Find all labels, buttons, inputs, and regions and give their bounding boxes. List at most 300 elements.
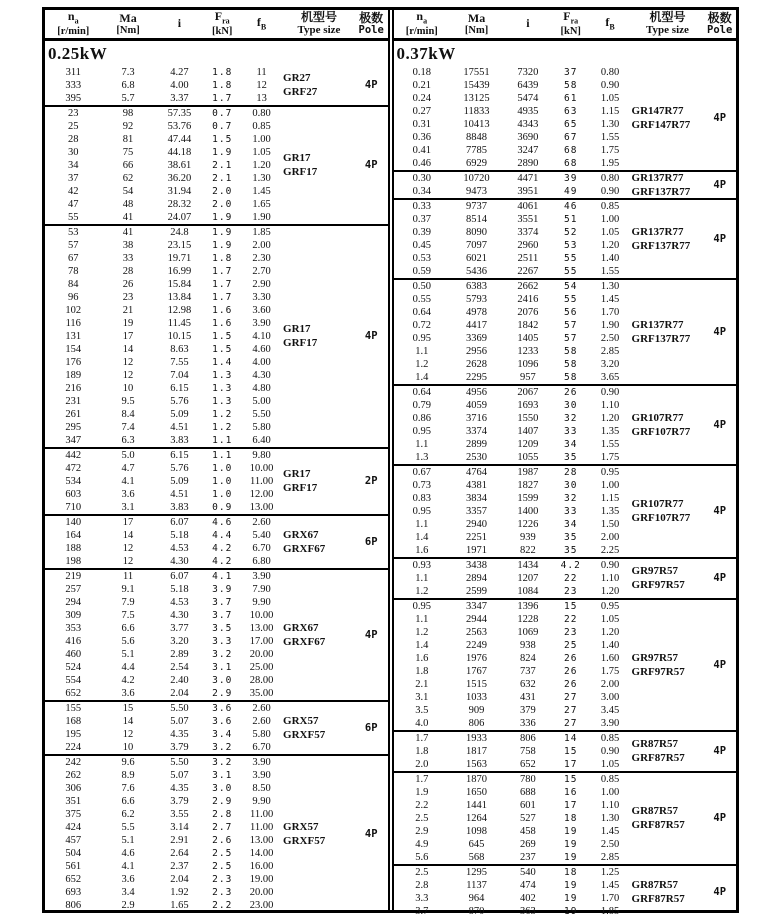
cell-speed: 140 (65, 516, 82, 528)
type-size-line: GRXF57 (283, 834, 326, 847)
cell-pole-spacer (355, 252, 388, 265)
cell-radial-force: 2.2 (212, 899, 233, 911)
cell-speed: 0.30 (412, 172, 431, 184)
table-row (394, 613, 737, 626)
cell-ratio: 363 (520, 905, 536, 917)
table-row (45, 648, 388, 661)
type-size-line: GRX57 (283, 714, 319, 727)
cell-service-factor: 1.00 (252, 133, 271, 145)
table-row (45, 252, 388, 265)
table-row (394, 600, 737, 613)
cell-type-spacer (632, 717, 704, 730)
table-row (394, 531, 737, 544)
cell-torque: 9737 (466, 200, 488, 212)
cell-type-spacer (632, 252, 704, 265)
table-row (394, 79, 737, 92)
cell-radial-force: 2.6 (212, 834, 233, 846)
cell-radial-force: 32 (563, 412, 578, 424)
cell-speed: 652 (65, 873, 82, 885)
cell-service-factor: 0.80 (600, 172, 620, 184)
cell-torque: 5.7 (121, 92, 135, 104)
cell-radial-force: 1.9 (212, 239, 233, 251)
cell-radial-force: 14 (563, 732, 578, 744)
cell-pole-spacer (355, 661, 388, 674)
cell-pole-spacer (703, 293, 736, 306)
cell-service-factor: 1.05 (600, 92, 620, 104)
cell-radial-force: 4.2 (212, 542, 233, 554)
table-row (45, 596, 388, 609)
cell-type-spacer (632, 704, 704, 717)
cell-torque: 4417 (466, 319, 488, 331)
cell-type-spacer (283, 596, 355, 609)
cell-service-factor: 3.90 (600, 717, 620, 729)
gear-block (394, 866, 737, 918)
cell-torque: 54 (122, 185, 134, 197)
cell-service-factor: 4.30 (252, 369, 271, 381)
cell-radial-force: 1.9 (212, 211, 233, 223)
cell-speed: 561 (65, 860, 82, 872)
type-size-label (283, 714, 355, 742)
cell-service-factor: 3.60 (252, 304, 271, 316)
cell-radial-force: 1.5 (212, 330, 233, 342)
cell-pole-spacer (703, 66, 736, 79)
type-size-label (632, 564, 704, 592)
cell-speed: 0.86 (412, 412, 431, 424)
cell-pole-spacer (355, 488, 388, 501)
cell-service-factor: 1.75 (600, 144, 620, 156)
cell-ratio: 1226 (517, 518, 539, 530)
cell-radial-force: 23 (563, 626, 578, 638)
gear-block (394, 66, 737, 172)
cell-speed: 1.1 (415, 613, 429, 625)
header-service-factor: $f_B$ (605, 14, 615, 32)
type-size-line: GR137R77 (631, 171, 684, 184)
type-size-line: GRF17 (283, 337, 318, 350)
table-row (45, 107, 388, 120)
cell-ratio: 601 (520, 799, 536, 811)
cell-pole-spacer (355, 555, 388, 568)
cell-speed: 652 (65, 687, 82, 699)
cell-speed: 2.8 (415, 879, 429, 891)
cell-service-factor: 1.70 (600, 306, 620, 318)
type-size-label (632, 737, 704, 765)
table-row (394, 704, 737, 717)
cell-ratio: 5.76 (170, 395, 189, 407)
cell-ratio: 1.92 (170, 886, 189, 898)
cell-pole-spacer (355, 516, 388, 529)
cell-torque: 4.1 (121, 860, 135, 872)
cell-radial-force: 28 (563, 466, 578, 478)
cell-pole-spacer (703, 92, 736, 105)
cell-service-factor: 5.40 (252, 529, 271, 541)
pole-label: 4P (364, 159, 378, 172)
cell-torque: 10 (122, 741, 134, 753)
cell-ratio: 24.8 (170, 226, 189, 238)
cell-radial-force: 55 (563, 293, 578, 305)
cell-service-factor: 11 (256, 66, 267, 78)
pole-label: 4P (364, 628, 378, 641)
cell-service-factor: 0.85 (600, 200, 620, 212)
cell-service-factor: 17.00 (249, 635, 274, 647)
cell-service-factor: 0.90 (600, 745, 620, 757)
table-row (394, 345, 737, 358)
cell-torque: 1295 (466, 866, 488, 878)
cell-ratio: 2416 (517, 293, 539, 305)
cell-type-spacer (283, 226, 355, 239)
cell-type-spacer (283, 886, 355, 899)
table-row (394, 717, 737, 730)
cell-ratio: 38.61 (167, 159, 192, 171)
cell-radial-force: 19 (563, 879, 578, 891)
gear-block (394, 466, 737, 559)
cell-speed: 57 (68, 239, 79, 251)
cell-radial-force: 3.7 (212, 596, 233, 608)
cell-service-factor: 3.20 (600, 358, 620, 370)
table-row (45, 756, 388, 769)
cell-radial-force: 1.3 (212, 369, 233, 381)
type-size-label (632, 318, 704, 346)
cell-radial-force: 39 (563, 172, 578, 184)
cell-speed: 216 (65, 382, 82, 394)
cell-type-spacer (283, 449, 355, 462)
cell-type-spacer (283, 107, 355, 120)
cell-service-factor: 1.35 (600, 505, 620, 517)
cell-radial-force: 1.0 (212, 475, 233, 487)
cell-service-factor: 6.80 (252, 555, 271, 567)
cell-ratio: 632 (520, 678, 536, 690)
cell-type-spacer (283, 356, 355, 369)
cell-torque: 12 (122, 356, 134, 368)
cell-pole-spacer (703, 492, 736, 505)
cell-ratio: 1987 (517, 466, 539, 478)
cell-speed: 1.6 (415, 544, 429, 556)
cell-torque: 14 (122, 343, 134, 355)
table-row (394, 851, 737, 864)
cell-type-spacer (632, 786, 704, 799)
table-row (394, 773, 737, 786)
cell-speed: 47 (68, 198, 79, 210)
cell-service-factor: 20.00 (249, 886, 274, 898)
cell-radial-force: 2.0 (212, 185, 233, 197)
cell-service-factor: 4.60 (252, 343, 271, 355)
cell-service-factor: 1.05 (600, 226, 620, 238)
cell-type-spacer (283, 756, 355, 769)
cell-ratio: 1407 (517, 425, 539, 437)
cell-speed: 0.55 (412, 293, 431, 305)
cell-ratio: 5.50 (170, 702, 189, 714)
cell-service-factor: 0.90 (600, 185, 620, 197)
cell-radial-force: 3.2 (212, 648, 233, 660)
cell-pole-spacer (355, 369, 388, 382)
cell-ratio: 758 (520, 745, 536, 757)
cell-ratio: 1233 (517, 345, 539, 357)
cell-speed: 0.83 (412, 492, 431, 504)
pole-label: 6P (364, 535, 378, 548)
header-radial-force: $F_{ra}$ [kN] (212, 9, 233, 38)
cell-ratio: 2.40 (170, 674, 189, 686)
cell-torque: 870 (468, 905, 485, 917)
cell-radial-force: 1.7 (212, 92, 233, 104)
type-size-label (632, 651, 704, 679)
cell-ratio: 7320 (517, 66, 539, 78)
cell-pole-spacer (703, 678, 736, 691)
cell-type-spacer (283, 198, 355, 211)
section-title-037kw: 0.37kW (396, 43, 456, 63)
cell-pole-spacer (355, 687, 388, 700)
cell-speed: 1.9 (415, 786, 429, 798)
cell-torque: 8.4 (121, 408, 135, 420)
cell-speed: 0.95 (412, 600, 431, 612)
cell-type-spacer (283, 408, 355, 421)
cell-speed: 0.67 (412, 466, 431, 478)
cell-speed: 1.8 (415, 665, 429, 677)
table-row (45, 769, 388, 782)
gear-block (394, 732, 737, 773)
cell-speed: 442 (65, 449, 82, 461)
cell-speed: 0.33 (412, 200, 431, 212)
cell-radial-force: 18 (563, 866, 578, 878)
cell-speed: 78 (68, 265, 79, 277)
cell-ratio: 4935 (517, 105, 539, 117)
cell-torque: 6.2 (121, 808, 135, 820)
table-row (394, 66, 737, 79)
cell-service-factor: 1.20 (600, 412, 620, 424)
cell-type-spacer (283, 687, 355, 700)
cell-torque: 14 (122, 715, 134, 727)
cell-ratio: 4.53 (170, 596, 189, 608)
cell-torque: 8514 (466, 213, 488, 225)
cell-speed: 1.3 (415, 451, 429, 463)
cell-radial-force: 17 (563, 799, 578, 811)
cell-radial-force: 1.0 (212, 488, 233, 500)
table-row (394, 479, 737, 492)
table-row (394, 466, 737, 479)
cell-radial-force: 35 (563, 451, 578, 463)
cell-torque: 568 (468, 851, 485, 863)
cell-speed: 424 (65, 821, 82, 833)
gear-block (394, 386, 737, 466)
cell-torque: 2251 (466, 531, 488, 543)
cell-speed: 0.36 (412, 131, 431, 143)
cell-torque: 7.5 (121, 609, 135, 621)
cell-ratio: 3374 (517, 226, 539, 238)
cell-radial-force: 57 (563, 319, 578, 331)
cell-pole-spacer (355, 172, 388, 185)
pole-label: 4P (713, 812, 727, 825)
cell-ratio: 2890 (517, 157, 539, 169)
cell-ratio: 527 (520, 812, 536, 824)
cell-torque: 645 (468, 838, 485, 850)
cell-torque: 5436 (466, 265, 488, 277)
cell-service-factor: 1.20 (252, 159, 271, 171)
cell-ratio: 3951 (517, 185, 539, 197)
cell-service-factor: 11.00 (249, 821, 274, 833)
cell-radial-force: 3.5 (212, 622, 233, 634)
cell-service-factor: 1.55 (600, 438, 620, 450)
data-blocks-025kw (45, 66, 388, 912)
cell-type-spacer (283, 782, 355, 795)
cell-ratio: 2267 (517, 265, 539, 277)
cell-speed: 42 (68, 185, 79, 197)
cell-type-spacer (632, 691, 704, 704)
cell-torque: 92 (122, 120, 134, 132)
cell-ratio: 1842 (517, 319, 539, 331)
cell-type-spacer (632, 531, 704, 544)
cell-ratio: 5474 (517, 92, 539, 104)
cell-pole-spacer (355, 899, 388, 912)
cell-speed: 25 (68, 120, 79, 132)
cell-speed: 188 (65, 542, 82, 554)
cell-pole-spacer (355, 873, 388, 886)
table-row (394, 544, 737, 557)
cell-ratio: 938 (520, 639, 536, 651)
cell-ratio: 5.18 (170, 583, 189, 595)
cell-radial-force: 57 (563, 332, 578, 344)
table-row (394, 280, 737, 293)
cell-pole-spacer (703, 905, 736, 918)
cell-service-factor: 9.80 (252, 449, 271, 461)
cell-service-factor: 12 (256, 79, 267, 91)
cell-pole-spacer (355, 198, 388, 211)
cell-ratio: 7.04 (170, 369, 189, 381)
type-size-line: GR87R57 (631, 738, 678, 751)
type-size-line: GRF137R77 (631, 332, 691, 345)
cell-torque: 12 (122, 555, 134, 567)
cell-service-factor: 8.50 (252, 782, 271, 794)
type-size-line: GR87R57 (631, 878, 678, 891)
cell-pole-spacer (703, 613, 736, 626)
cell-speed: 55 (68, 211, 79, 223)
cell-pole-spacer (703, 691, 736, 704)
type-size-label (283, 467, 355, 495)
cell-radial-force: 3.6 (212, 702, 233, 714)
cell-service-factor: 1.20 (600, 585, 620, 597)
cell-radial-force: 26 (563, 678, 578, 690)
cell-pole-spacer (703, 838, 736, 851)
cell-speed: 198 (65, 555, 82, 567)
cell-ratio: 1400 (517, 505, 539, 517)
cell-ratio: 2.89 (170, 648, 189, 660)
table-row (45, 687, 388, 700)
cell-speed: 534 (65, 475, 82, 487)
cell-pole-spacer (703, 704, 736, 717)
pole-label: 4P (713, 418, 727, 431)
cell-ratio: 11.45 (167, 317, 192, 329)
cell-ratio: 806 (520, 732, 536, 744)
type-size-label (283, 820, 355, 848)
cell-radial-force: 22 (563, 572, 578, 584)
cell-ratio: 2.04 (170, 687, 189, 699)
cell-ratio: 10.15 (167, 330, 192, 342)
table-row (45, 382, 388, 395)
cell-service-factor: 2.00 (600, 531, 620, 543)
table-row (45, 555, 388, 568)
cell-speed: 0.93 (412, 559, 431, 571)
cell-type-spacer (283, 795, 355, 808)
cell-service-factor: 0.80 (252, 107, 271, 119)
cell-torque: 33 (122, 252, 134, 264)
type-size-label (632, 171, 704, 199)
cell-torque: 12 (122, 728, 134, 740)
table-row (45, 395, 388, 408)
cell-ratio: 540 (520, 866, 536, 878)
cell-pole-spacer (703, 265, 736, 278)
cell-service-factor: 2.25 (600, 544, 620, 556)
cell-torque: 98 (122, 107, 134, 119)
cell-service-factor: 1.05 (600, 758, 620, 770)
cell-service-factor: 1.45 (600, 825, 620, 837)
cell-pole-spacer (355, 239, 388, 252)
cell-speed: 333 (65, 79, 82, 91)
cell-service-factor: 0.95 (600, 466, 620, 478)
cell-speed: 351 (65, 795, 82, 807)
cell-radial-force: 34 (563, 438, 578, 450)
cell-torque: 1098 (466, 825, 488, 837)
cell-service-factor: 1.70 (600, 892, 620, 904)
cell-speed: 311 (65, 66, 81, 78)
cell-radial-force: 2.7 (212, 821, 233, 833)
cell-type-spacer (283, 661, 355, 674)
cell-service-factor: 13.00 (249, 834, 274, 846)
pole-label: 2P (364, 475, 378, 488)
cell-pole-spacer (355, 847, 388, 860)
cell-speed: 4.0 (415, 717, 429, 729)
cell-speed: 294 (65, 596, 82, 608)
cell-type-spacer (632, 613, 704, 626)
cell-radial-force: 1.3 (212, 382, 233, 394)
cell-pole-spacer (703, 626, 736, 639)
type-size-label (283, 151, 355, 179)
cell-speed: 1.4 (415, 371, 429, 383)
cell-ratio: 36.20 (167, 172, 192, 184)
gear-block (45, 226, 388, 449)
cell-service-factor: 13.00 (249, 622, 274, 634)
cell-radial-force: 33 (563, 505, 578, 517)
table-row (45, 304, 388, 317)
cell-torque: 7.6 (121, 782, 135, 794)
gear-block (394, 600, 737, 732)
type-size-line: GRF137R77 (631, 185, 691, 198)
cell-service-factor: 4.80 (252, 382, 271, 394)
cell-ratio: 6.07 (170, 570, 189, 582)
cell-ratio: 5.50 (170, 756, 189, 768)
cell-type-spacer (632, 265, 704, 278)
cell-torque: 9473 (466, 185, 488, 197)
cell-radial-force: 3.1 (212, 661, 233, 673)
cell-speed: 1.1 (415, 438, 429, 450)
cell-radial-force: 3.6 (212, 715, 233, 727)
type-size-line: GRF87R57 (631, 752, 685, 765)
cell-type-spacer (632, 293, 704, 306)
cell-radial-force: 54 (563, 280, 578, 292)
cell-ratio: 3.83 (170, 501, 189, 513)
cell-type-spacer (283, 434, 355, 447)
cell-service-factor: 4.10 (252, 330, 271, 342)
cell-radial-force: 68 (563, 157, 578, 169)
cell-ratio: 23.15 (167, 239, 192, 251)
table-row (45, 120, 388, 133)
cell-speed: 189 (65, 369, 82, 381)
cell-radial-force: 25 (563, 639, 578, 651)
cell-type-spacer (283, 769, 355, 782)
cell-service-factor: 2.50 (600, 332, 620, 344)
cell-torque: 1137 (466, 879, 487, 891)
pole-label: 4P (364, 330, 378, 343)
cell-torque: 6.6 (121, 795, 135, 807)
cell-pole-spacer (355, 741, 388, 754)
cell-radial-force: 2.0 (212, 198, 233, 210)
cell-pole-spacer (355, 291, 388, 304)
